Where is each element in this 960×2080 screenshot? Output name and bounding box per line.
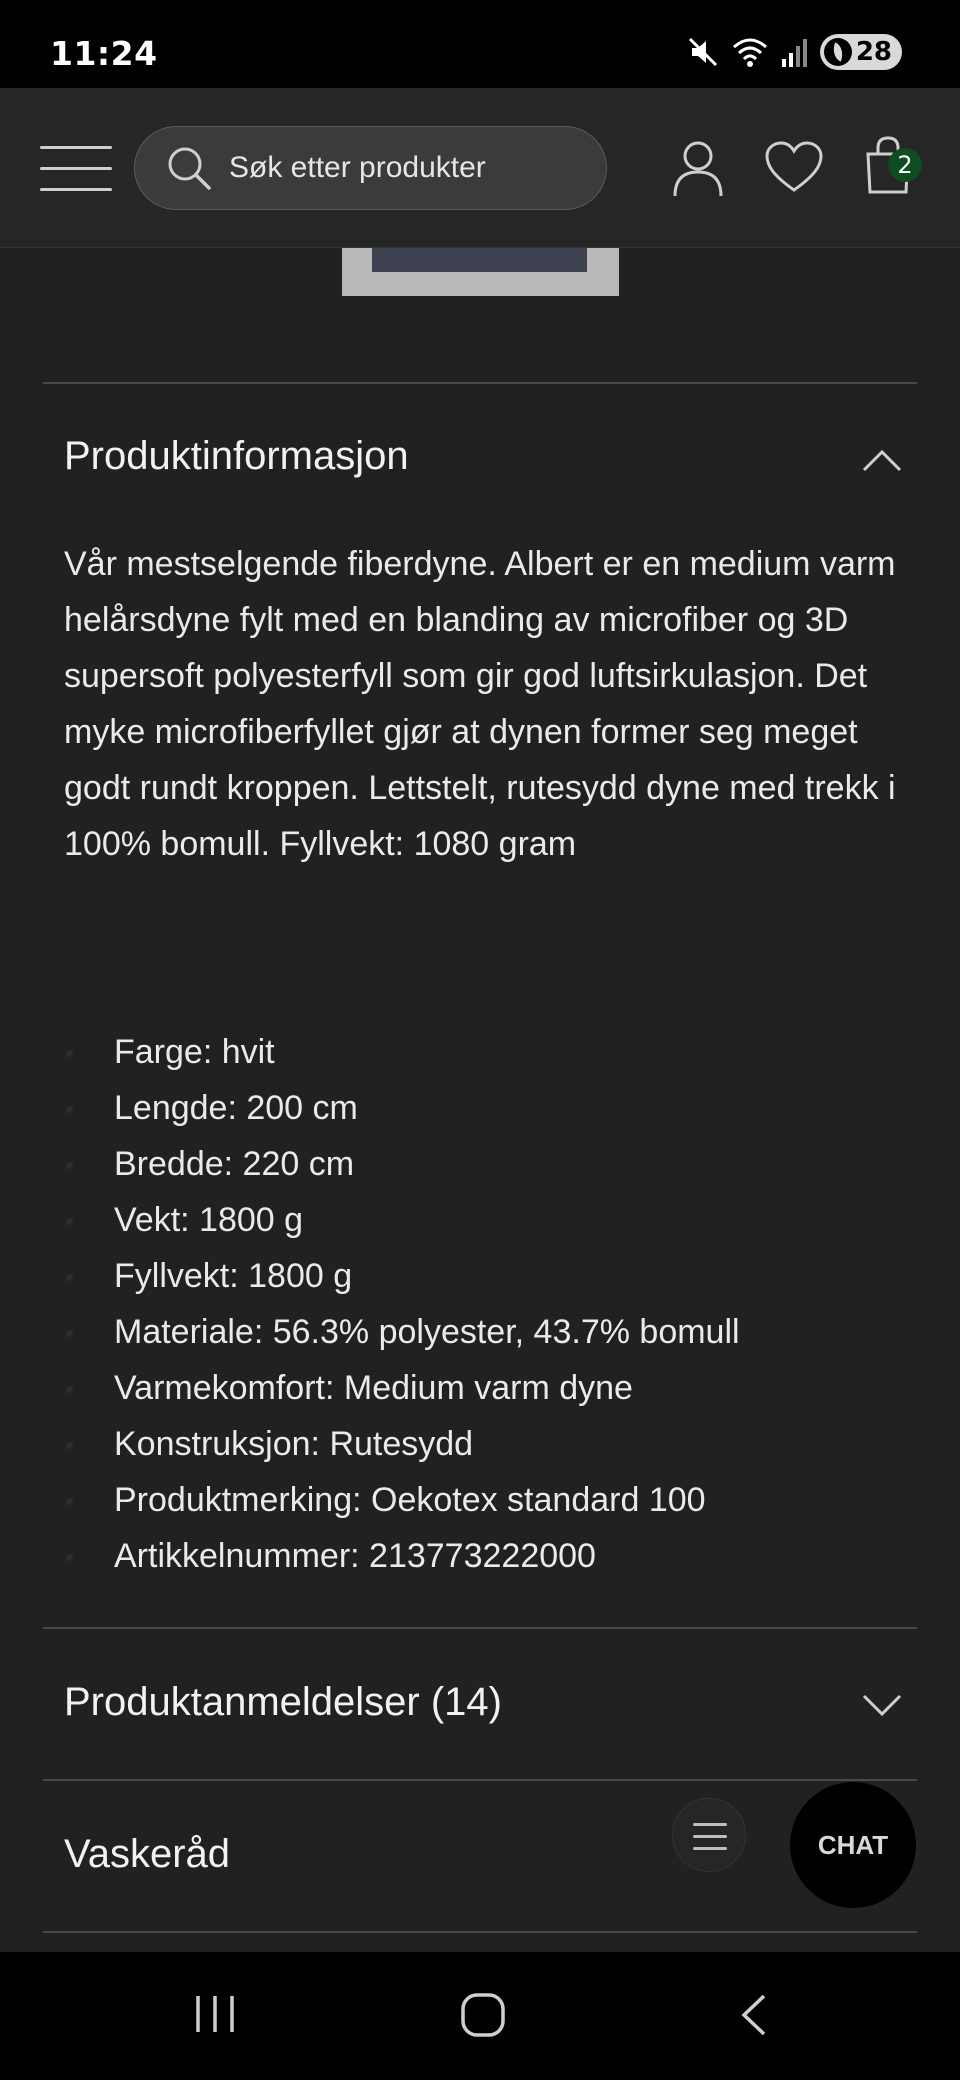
spec-item: Materiale: 56.3% polyester, 43.7% bomull — [64, 1304, 740, 1360]
spec-item: Konstruksjon: Rutesydd — [64, 1416, 740, 1472]
heart-icon[interactable] — [764, 140, 824, 194]
menu-icon[interactable] — [40, 146, 112, 192]
signal-icon — [780, 35, 810, 69]
spec-item: Artikkelnummer: 213773222000 — [64, 1528, 740, 1584]
search-icon — [163, 142, 215, 194]
account-icon[interactable] — [672, 138, 724, 198]
chevron-down-icon — [862, 1694, 902, 1718]
battery-icon — [820, 34, 902, 70]
reviews-title: Produktanmeldelser (14) — [64, 1680, 502, 1724]
floating-menu-button[interactable] — [672, 1798, 746, 1872]
home-icon[interactable] — [460, 1992, 506, 2038]
spec-item: Lengde: 200 cm — [64, 1080, 740, 1136]
divider — [43, 1627, 917, 1629]
app-header — [0, 88, 960, 248]
chevron-up-icon — [862, 448, 902, 472]
mute-icon — [686, 35, 720, 69]
spec-item: Farge: hvit — [64, 1024, 740, 1080]
recent-apps-icon[interactable] — [192, 1992, 238, 2036]
power-saving-icon — [824, 38, 852, 66]
divider — [43, 1931, 917, 1933]
product-specs-list — [64, 1024, 740, 1584]
system-nav-bar — [0, 1952, 960, 2080]
product-description: Vår mestselgende fiberdyne. Albert er en medium varm helårsdyne fylt med en blanding av microfiber og 3D supersoft polyesterfyll som gir god luftsirkulasjon. Det myke microfiberfyllet gjør at dynen former seg meget godt rundt kroppen. Lettstelt, rutesydd dyne med trekk i 100% bomull. Fyllvekt: 1080 gram — [64, 545, 896, 863]
spec-item: Fyllvekt: 1800 g — [64, 1248, 740, 1304]
spec-item: Produktmerking: Oekotex standard 100 — [64, 1472, 740, 1528]
wifi-icon — [730, 35, 770, 69]
battery-level: 28 — [855, 37, 892, 67]
status-icons — [686, 32, 902, 72]
search-placeholder: Søk etter produkter — [229, 151, 486, 184]
status-time: 11:24 — [50, 34, 158, 73]
back-icon[interactable] — [736, 1992, 770, 2038]
divider — [43, 382, 917, 384]
cart-count-badge: 2 — [888, 148, 922, 182]
spec-item: Varmekomfort: Medium varm dyne — [64, 1360, 740, 1416]
divider — [43, 1779, 917, 1781]
spec-item: Vekt: 1800 g — [64, 1192, 740, 1248]
spec-item: Bredde: 220 cm — [64, 1136, 740, 1192]
product-info-title: Produktinformasjon — [64, 434, 409, 478]
product-image[interactable] — [342, 248, 619, 296]
washing-title: Vaskeråd — [64, 1832, 231, 1876]
chat-button[interactable]: CHAT — [790, 1782, 916, 1908]
search-input[interactable] — [134, 126, 607, 210]
status-bar — [0, 0, 960, 88]
